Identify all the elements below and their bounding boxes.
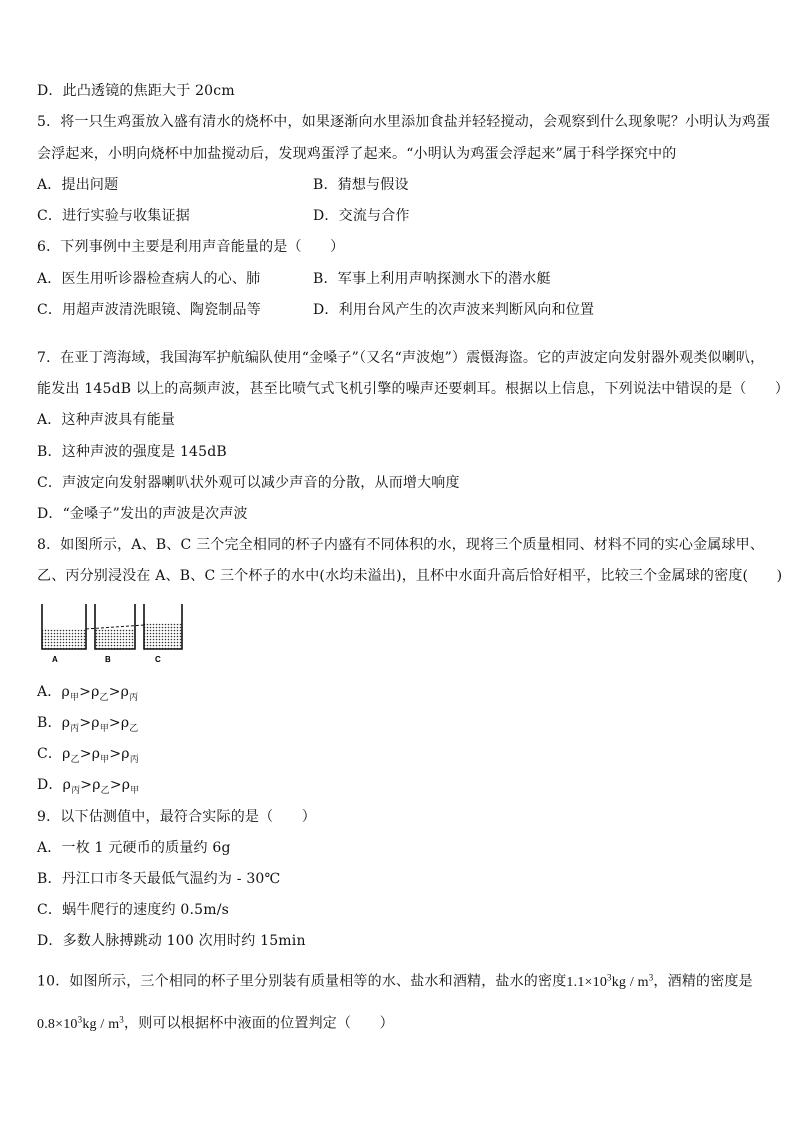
q8-option-c (37, 745, 139, 769)
q6-option-b: B．军事上利用声呐探测水下的潜水艇 (313, 271, 551, 287)
density-symbol: ρ (91, 684, 100, 700)
option-letter: A． (37, 684, 62, 700)
density-symbol: ρ (120, 684, 130, 700)
q10-stem-line1 (37, 968, 753, 992)
q7-option-a: A．这种声波具有能量 (37, 412, 176, 428)
density-symbol: ρ (91, 746, 101, 762)
density-symbol: ρ (61, 684, 70, 700)
q10-stem-line2 (37, 1010, 394, 1034)
density-symbol: ρ (120, 715, 130, 731)
q8-option-d (37, 776, 139, 800)
q6-option-c: C．用超声波清洗眼镜、陶瓷制品等 (37, 302, 261, 318)
density-symbol: ρ (121, 746, 130, 762)
cup-b (95, 604, 135, 649)
q8-stem-line1: 8．如图所示，A、B、C 三个完全相同的杯子内盛有不同体积的水，现将三个质量相同、材料不同的实心金属球甲、 (37, 537, 765, 553)
q6-stem: 6．下列事例中主要是利用声音能量的是（ ） (37, 239, 345, 255)
cup-a (42, 604, 86, 649)
q5-option-a: A．提出问题 (37, 177, 119, 193)
q5-option-c: C．进行实验与收集证据 (37, 208, 190, 224)
density-subscript: 甲 (69, 692, 80, 703)
greater-than-sign: > (109, 746, 122, 762)
cup-c (144, 604, 182, 649)
density-symbol: ρ (62, 746, 71, 762)
alcohol-density-formula: $0.8\times 10^3kg / m^3$ (37, 1014, 124, 1032)
figure-label-c: C (155, 655, 161, 664)
density-symbol: ρ (92, 777, 101, 793)
q9-option-a: A．一枚 1 元硬币的质量约 6g (37, 840, 231, 856)
density-subscript: 丙 (129, 754, 139, 765)
greater-than-sign: > (108, 715, 121, 731)
q7-stem-line1: 7．在亚丁湾海域，我国海军护航编队使用“金嗓子”（又名“声波炮”）震慑海盗。它的声波定向发射器外观类似喇叭， (37, 350, 765, 366)
greater-than-sign: > (109, 777, 122, 793)
q6-option-d: D．利用台风产生的次声波来判断风向和位置 (313, 302, 595, 318)
density-subscript: 乙 (70, 754, 80, 765)
option-letter: D． (37, 777, 63, 793)
q6-option-a: A．医生用听诊器检查病人的心、肺 (37, 271, 261, 287)
greater-than-sign: > (79, 746, 92, 762)
q9-option-b: B．丹江口市冬天最低气温约为 - 30℃ (37, 871, 281, 887)
q7-option-c: C．声波定向发射器喇叭状外观可以减少声音的分散，从而增大响度 (37, 475, 460, 491)
density-symbol: ρ (91, 715, 100, 731)
q9-option-d: D．多数人脉搏跳动 100 次用时约 15min (37, 933, 306, 949)
greater-than-sign: > (79, 684, 92, 700)
density-subscript: 丙 (71, 785, 81, 796)
option-letter: C． (37, 746, 63, 762)
density-subscript: 甲 (100, 754, 110, 765)
density-symbol: ρ (62, 777, 72, 793)
three-cups-figure (38, 602, 188, 666)
q5-option-d: D．交流与合作 (313, 208, 410, 224)
q7-option-d: D．“金嗓子”发出的声波是次声波 (37, 506, 248, 522)
q9-stem: 9．以下估测值中，最符合实际的是（ ） (37, 809, 316, 825)
q10-text-part3: ，则可以根据杯中液面的位置判定（ ） (124, 1015, 394, 1032)
figure-label-b: B (105, 655, 111, 664)
greater-than-sign: > (80, 777, 93, 793)
density-subscript: 乙 (129, 723, 139, 734)
q5-option-b: B．猜想与假设 (313, 177, 409, 193)
q8-stem-line2: 乙、丙分别浸没在 A、B、C 三个杯子的水中(水均未溢出)，且杯中水面升高后恰好相平，比较三个金属球的密度( ) (37, 568, 783, 584)
density-subscript: 乙 (99, 692, 109, 703)
density-subscript: 丙 (129, 692, 139, 703)
figure-label-a: A (52, 655, 58, 664)
density-symbol: ρ (61, 715, 71, 731)
brine-density-formula: $1.1\times 10^3kg / m^3$ (566, 972, 654, 990)
density-subscript: 丙 (70, 723, 80, 734)
density-subscript: 乙 (100, 785, 110, 796)
q10-text-part2: ，酒精的密度是 (653, 973, 753, 990)
q5-stem-line2: 会浮起来，小明向烧杯中加盐搅动后，发现鸡蛋浮了起来。“小明认为鸡蛋会浮起来”属于科学探究中的 (37, 146, 677, 162)
option-letter: B． (37, 715, 62, 731)
q8-option-b (37, 714, 139, 738)
density-subscript: 甲 (130, 785, 140, 796)
q7-option-b: B．这种声波的强度是 145dB (37, 444, 227, 460)
density-subscript: 甲 (99, 723, 109, 734)
q10-text-part1: 10．如图所示，三个相同的杯子里分别装有质量相等的水、盐水和酒精，盐水的密度 (37, 973, 567, 990)
q9-option-c: C．蜗牛爬行的速度约 0.5m/s (37, 902, 230, 918)
q8-option-a (37, 683, 138, 707)
q4-option-d: D．此凸透镜的焦距大于 20cm (37, 83, 235, 99)
q5-stem-line1: 5．将一只生鸡蛋放入盛有清水的烧杯中，如果逐渐向水里添加食盐并轻轻搅动，会观察到什么现象呢？小明认为鸡蛋 (37, 114, 771, 130)
density-symbol: ρ (121, 777, 131, 793)
q7-stem-line2: 能发出 145dB 以上的高频声波，甚至比喷气式飞机引擎的噪声还要刺耳。根据以上信息，下列说法中错误的是（ ） (37, 381, 790, 397)
greater-than-sign: > (79, 715, 92, 731)
greater-than-sign: > (108, 684, 121, 700)
